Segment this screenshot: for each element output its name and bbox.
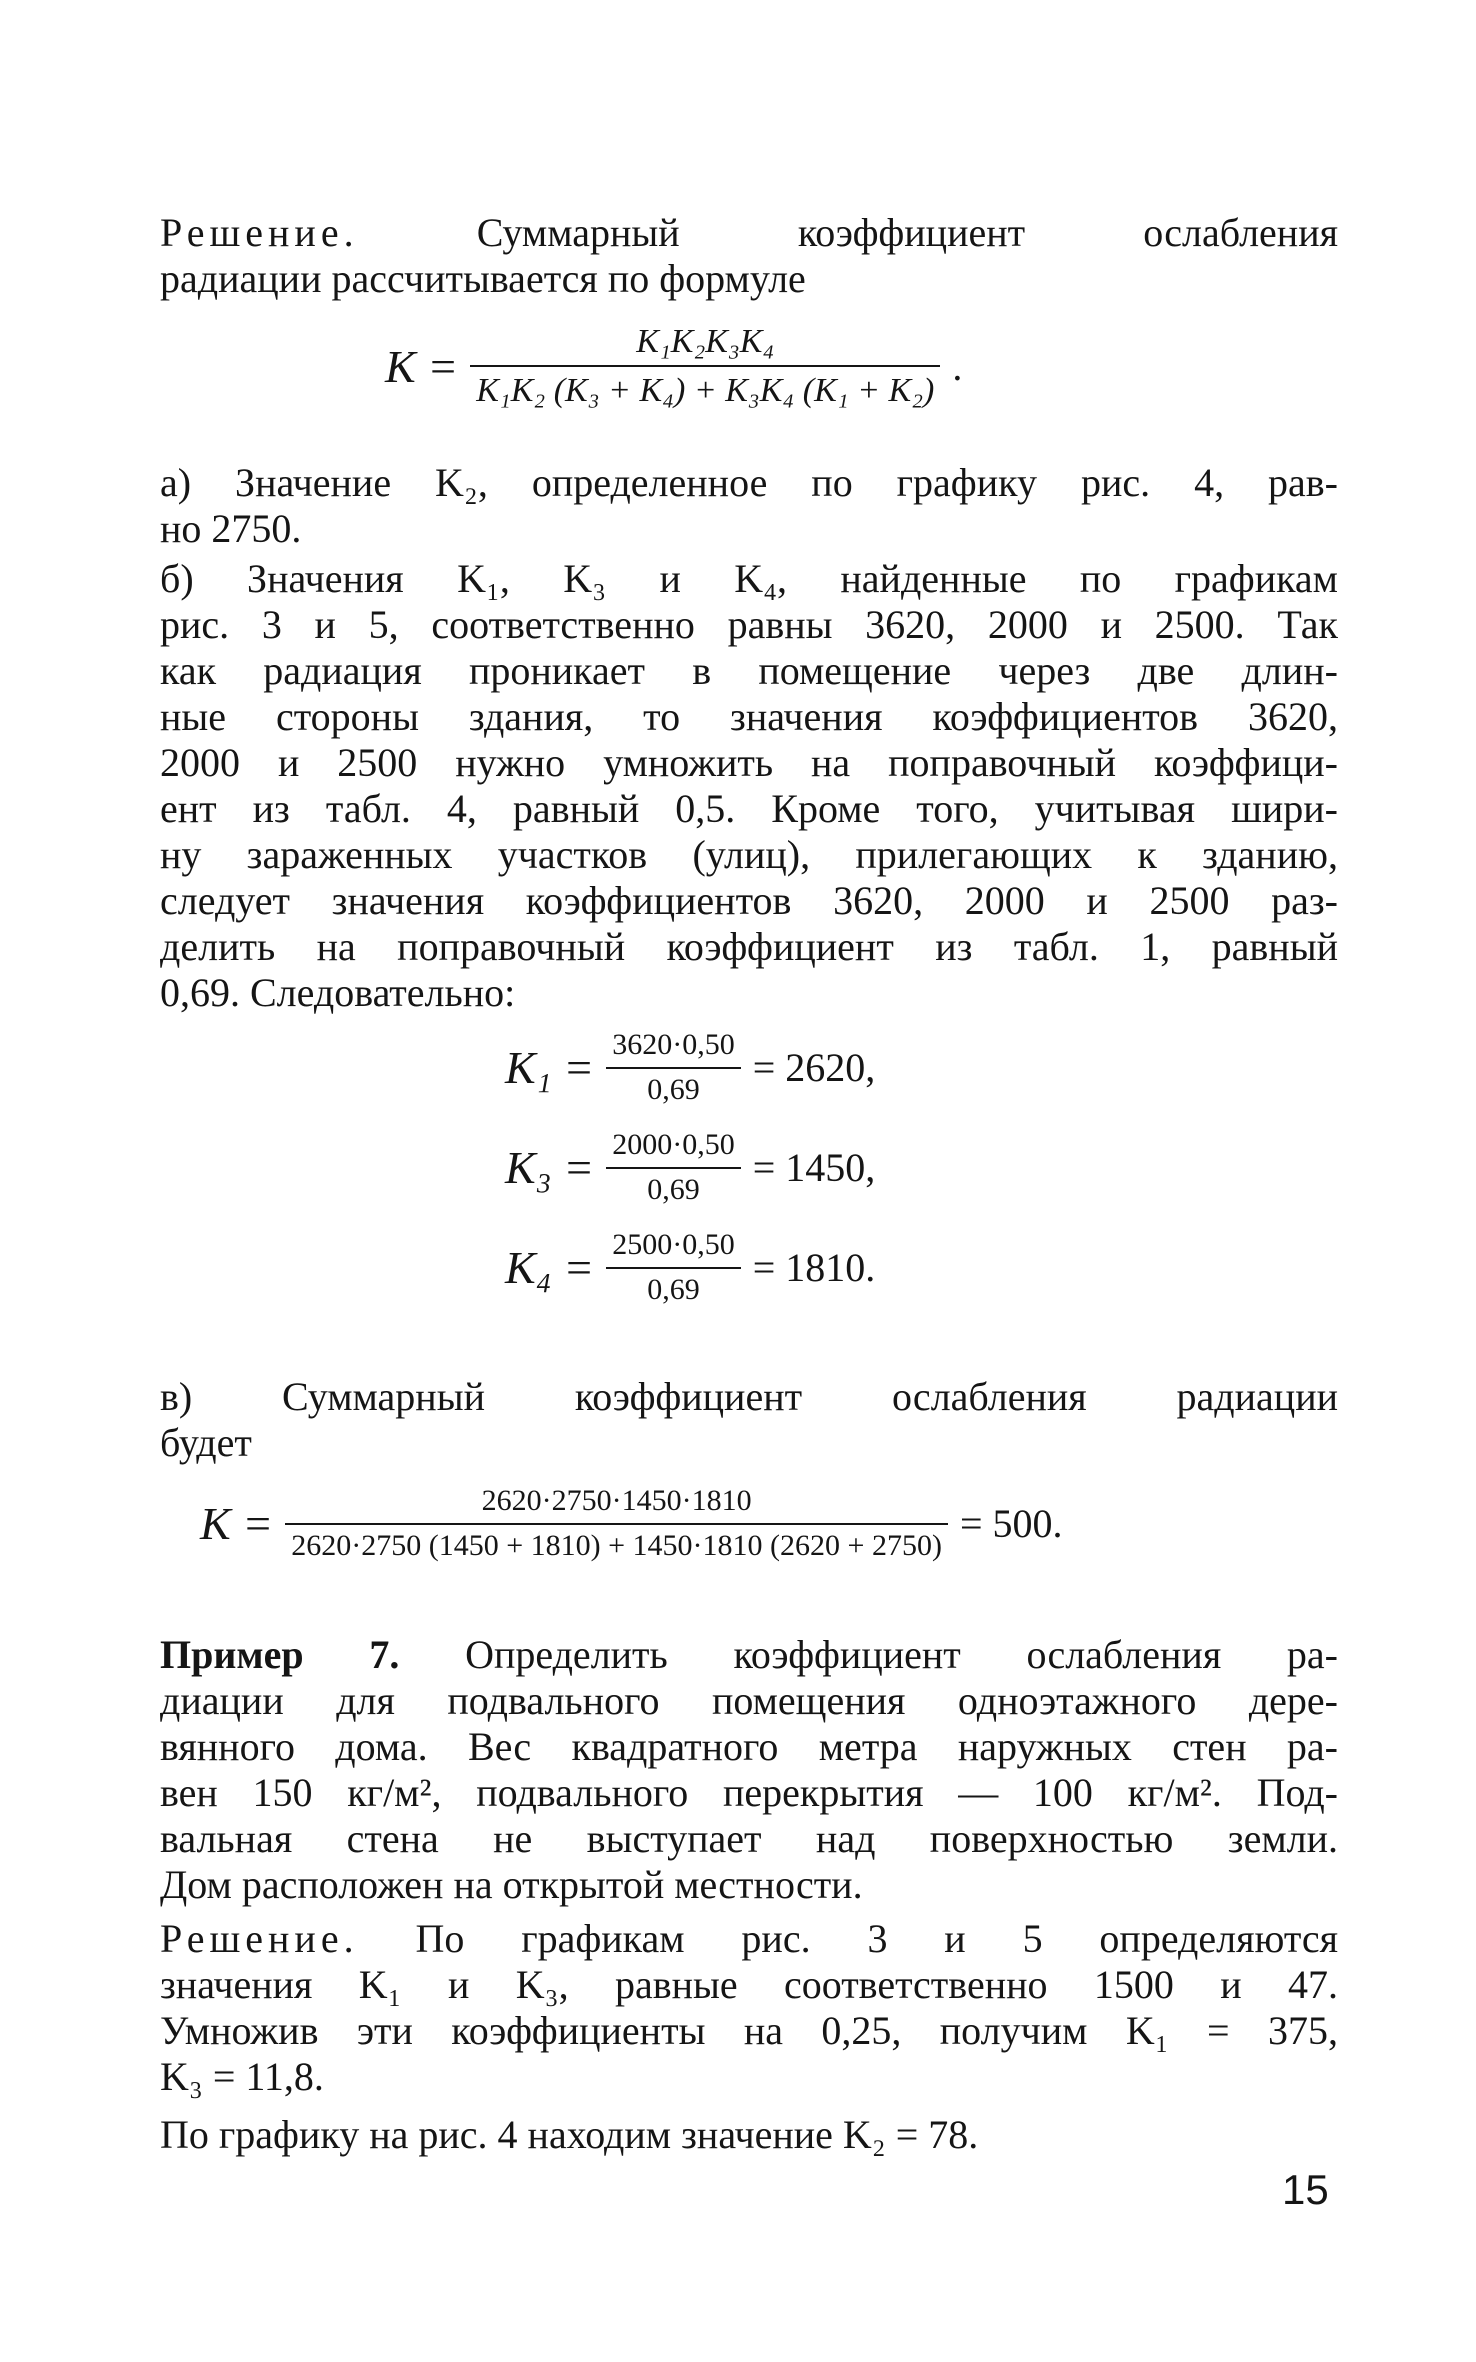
solution2-line-1 [160, 1916, 1338, 1962]
final-formula-denominator: 2620·2750 (1450 + 1810) + 1450·1810 (2620 + 2750) [291, 1528, 942, 1562]
k1-formula [505, 1028, 875, 1107]
para-c-line-2: будет [160, 1420, 252, 1465]
solution2-line-1-text: По графикам рис. 3 и 5 определяются [415, 1916, 1339, 1961]
para-b-line-10: 0,69. Следовательно: [160, 970, 516, 1015]
main-formula-numerator: K₁K₂K₃K₄ [636, 323, 775, 360]
main-formula [385, 322, 962, 410]
k1-lhs: K₁ = [505, 1042, 595, 1093]
para-b-line-1: б) Значения K₁, K₃ и K₄, найденные по графикам [160, 556, 1338, 601]
solution2-label: Решение. [160, 1916, 359, 1961]
para-a-line-2: но 2750. [160, 506, 302, 551]
example-line-5: вальная стена не выступает над поверхностью земли. [160, 1816, 1338, 1861]
final-formula [200, 1484, 1063, 1563]
k4-result: = 1810. [752, 1245, 876, 1290]
intro-line-2: радиации рассчитывается по формуле [160, 256, 806, 301]
example-line-1 [160, 1632, 1338, 1678]
k3-numerator: 2000·0,50 [612, 1128, 735, 1161]
intro-line-1 [160, 210, 1338, 256]
final-formula-numerator: 2620·2750·1450·1810 [481, 1484, 752, 1517]
intro-text-1: Суммарный коэффициент ослабления [476, 210, 1338, 255]
solution2-line-2: значения K₁ и K₃, равные соответственно 1500 и 47. [160, 1962, 1338, 2007]
para-b-line-7: ну зараженных участков (улиц), прилегающих к зданию, [160, 832, 1338, 877]
solution2-line-3: Умножив эти коэффициенты на 0,25, получим K₁ = 375, [160, 2008, 1338, 2053]
page-number: 15 [1282, 2166, 1329, 2213]
para-b-line-2: рис. 3 и 5, соответственно равны 3620, 2000 и 2500. Так [160, 602, 1338, 647]
k3-result: = 1450, [752, 1145, 876, 1190]
para-a-line-1: а) Значение K₂, определенное по графику рис. 4, рав- [160, 460, 1338, 505]
k1-numerator: 3620·0,50 [612, 1028, 735, 1061]
para-b-line-6: ент из табл. 4, равный 0,5. Кроме того, учитывая шири- [160, 786, 1338, 831]
k3-fraction [606, 1128, 741, 1207]
example-line-1-text: Определить коэффициент ослабления ра- [465, 1632, 1338, 1677]
para-b-line-3: как радиация проникает в помещение через две длин- [160, 648, 1338, 693]
k4-formula [505, 1228, 875, 1307]
main-formula-denominator: K₁K₂ (K₃ + K₄) + K₃K₄ (K₁ + K₂) [476, 372, 935, 410]
k4-lhs: K₄ = [505, 1242, 595, 1293]
k4-fraction [606, 1228, 741, 1307]
example-line-6: Дом расположен на открытой местности. [160, 1862, 863, 1907]
k1-fraction [606, 1028, 741, 1107]
para-b-line-5: 2000 и 2500 нужно умножить на поправочный коэффици- [160, 740, 1338, 785]
main-formula-end: . [952, 343, 963, 389]
k4-denominator: 0,69 [647, 1272, 700, 1306]
main-formula-fraction [470, 322, 940, 410]
final-formula-lhs: K = [200, 1498, 274, 1549]
solution-label: Решение. [160, 210, 359, 255]
example-line-4: вен 150 кг/м², подвального перекрытия — 100 кг/м². Под- [160, 1770, 1338, 1815]
k3-denominator: 0,69 [647, 1172, 700, 1206]
example-line-2: диации для подвального помещения одноэтажного дере- [160, 1678, 1338, 1723]
k3-lhs: K₃ = [505, 1142, 595, 1193]
k1-denominator: 0,69 [647, 1072, 700, 1106]
solution2-final-line: По графику на рис. 4 находим значение K₂ = 78. [160, 2112, 979, 2157]
k4-numerator: 2500·0,50 [612, 1228, 735, 1261]
example-title: Пример 7. [160, 1632, 400, 1677]
final-formula-result: = 500. [959, 1501, 1063, 1546]
solution2-line-4: K₃ = 11,8. [160, 2054, 324, 2099]
k3-formula [505, 1128, 875, 1207]
para-c-line-1: в) Суммарный коэффициент ослабления радиации [160, 1374, 1338, 1419]
main-formula-lhs: K = [385, 340, 459, 392]
final-formula-fraction [285, 1484, 948, 1563]
para-b-line-4: ные стороны здания, то значения коэффициентов 3620, [160, 694, 1338, 739]
para-b-line-8: следует значения коэффициентов 3620, 2000 и 2500 раз- [160, 878, 1338, 923]
example-line-3: вянного дома. Вес квадратного метра наружных стен ра- [160, 1724, 1338, 1769]
para-b-line-9: делить на поправочный коэффициент из табл. 1, равный [160, 924, 1338, 969]
k1-result: = 2620, [752, 1045, 876, 1090]
